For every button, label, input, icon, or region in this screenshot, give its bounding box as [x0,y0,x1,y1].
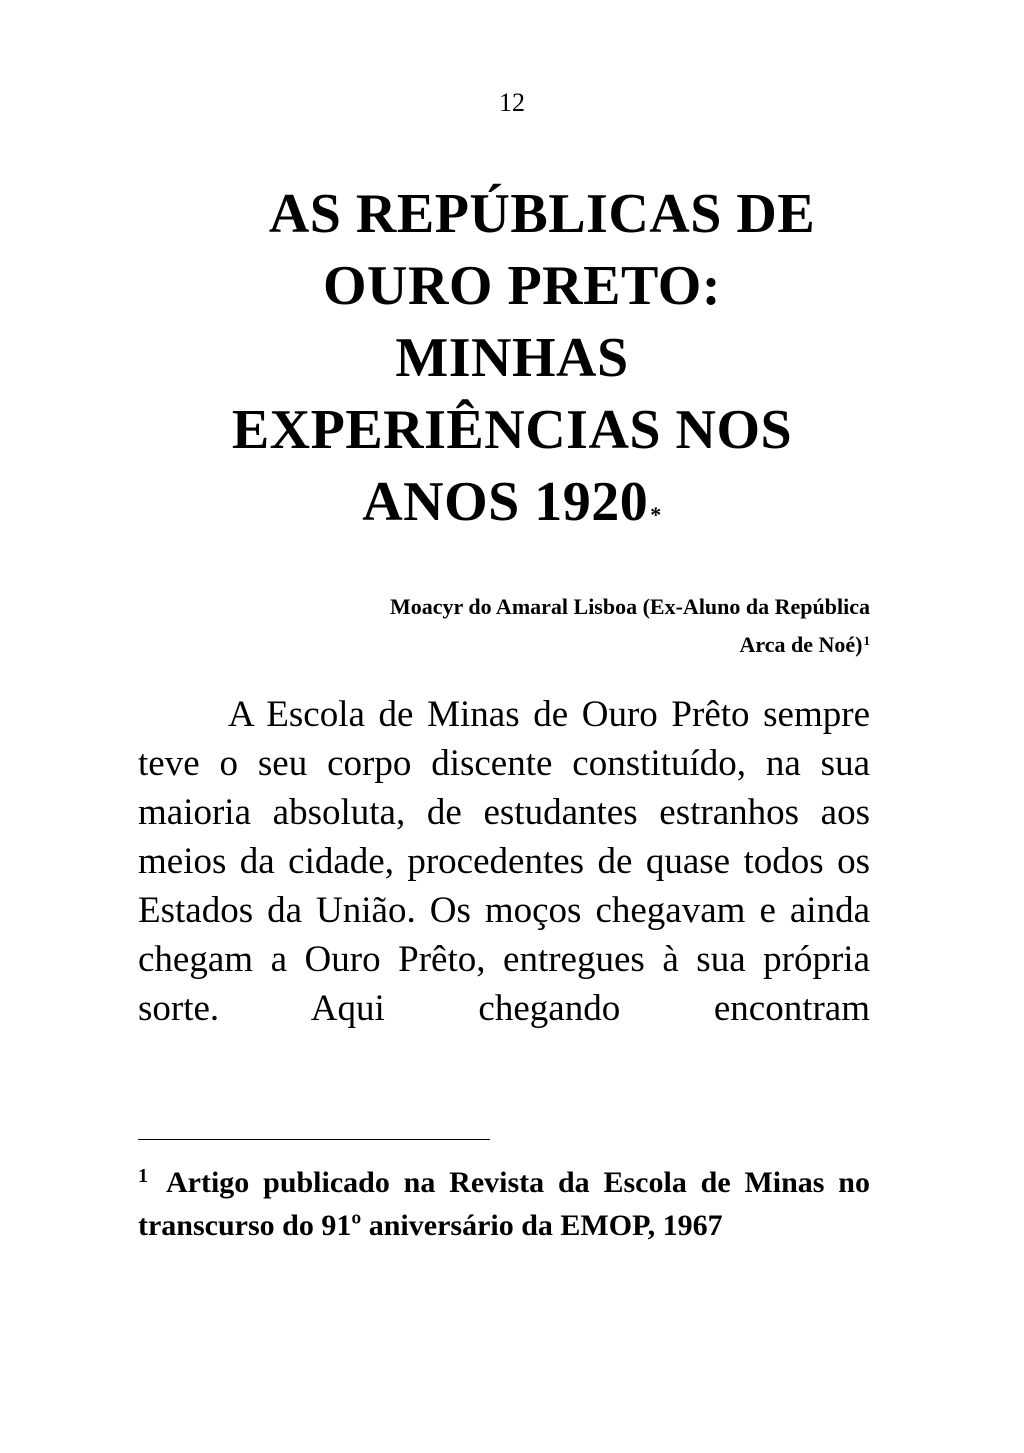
author-line-1: Moacyr do Amaral Lisboa (Ex-Aluno da República [390,594,870,619]
title-line-4: EXPERIÊNCIAS NOS [231,399,793,461]
footnote [138,1155,870,1247]
footnote-separator [138,1139,490,1140]
title-line-3: MINHAS [395,327,629,389]
title-line-1: AS REPÚBLICAS DE [268,183,816,245]
page-number: 12 [499,88,525,117]
footnote-text: Artigo publicado na Revista da Escola de Minas no transcurso do 91º aniversário da EMOP, 1967 [138,1166,870,1242]
title-line-5 [140,466,884,551]
author-line-2 [200,624,870,662]
author-footnote-ref: 1 [863,633,870,648]
author-line-2-text: Arca de Noé) [739,632,863,657]
title-footnote-marker: * [650,502,662,527]
footnote-number: 1 [138,1165,148,1187]
article-title [140,178,884,551]
title-line-2: OURO PRETO: [322,255,722,317]
author-byline [200,590,870,662]
title-line-5-text: ANOS 1920 [362,471,649,533]
body-paragraph: A Escola de Minas de Ouro Prêto sempre teve o seu corpo discente constituído, na sua maioria absoluta, de estudantes estranhos aos meios da cidade, procedentes de quase todos os Estados da União. Os moços chegavam e ainda chegam a Ouro Prêto, entregues à sua própria sorte. Aqui chegando encontram [138,694,870,1029]
